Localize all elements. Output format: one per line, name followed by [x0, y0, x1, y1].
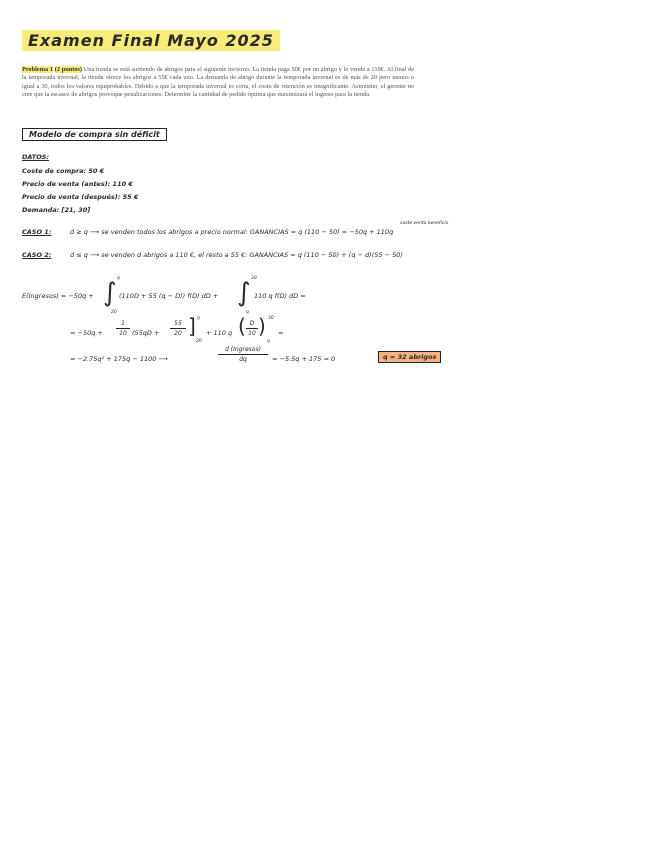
eq3-part-a: = −2.75q² + 175q − 1100 ⟶ [70, 355, 168, 363]
answer-box: q = 32 abrigos [378, 351, 441, 363]
eq2-part-b: (55qD + [132, 329, 160, 337]
precio-despues-line: Precio de venta (después): 55 € [22, 193, 139, 201]
int2-lower: q [246, 310, 249, 315]
eq2-fraction-3-den: 10 [248, 330, 256, 337]
eq2-part-a: = −50q + [70, 329, 103, 337]
eq2-bracket-right: ] [188, 314, 196, 338]
integral-sign-2: ∫ [237, 278, 251, 308]
eq2-part-c: + 110 q [206, 329, 233, 337]
eq1-integrand-1: (110D + 55 (q − D)) f(D) dD + [119, 292, 219, 300]
eq2-paren-left: ( [238, 314, 246, 338]
caso1-annotation: coste venta beneficio [400, 221, 449, 226]
caso2-label: CASO 2: [22, 251, 52, 259]
eq2-fraction-3-num: D [249, 320, 255, 327]
caso1-text: d ≥ q ⟶ se venden todos los abrigos a precio normal: GANANCIAS = q (110 − 50) = −50q + 110q [70, 228, 394, 236]
eq3-part-b: = −5.5q + 175 = 0 [272, 355, 336, 363]
coste-line: Coste de compra: 50 € [22, 167, 105, 175]
eq3-derivative-den: dq [239, 356, 247, 363]
integral-sign-1: ∫ [103, 278, 117, 308]
eq2-paren-upper: 30 [268, 316, 274, 321]
page-title: Examen Final Mayo 2025 [22, 30, 280, 51]
eq2-bracket-upper: q [197, 316, 200, 321]
eq1-integrand-2: 110 q f(D) dD = [254, 292, 306, 300]
eq2-fraction-1-num: 1 [121, 320, 125, 327]
caso1-label: CASO 1: [22, 228, 52, 236]
problem-label: Problema 1 [22, 66, 53, 73]
eq2-fraction-2-num: 55 [174, 320, 182, 327]
eq2-fraction-3 [246, 320, 258, 337]
eq3-derivative-fraction [218, 346, 268, 363]
eq2-fraction-1 [116, 320, 130, 337]
eq1-lhs: E(Ingresos) = −50q + [22, 292, 94, 300]
caso2-text: d ≤ q ⟶ se venden d abrigos a 110 €, el resto a 55 €: GANANCIAS = q (110 − 50) + (q − d)(55 − 50) [70, 251, 403, 259]
eq2-equals: = [278, 329, 284, 337]
eq2-bracket-lower: 20 [196, 339, 202, 344]
eq2-fraction-2-den: 20 [174, 330, 182, 337]
eq2-paren-right: ) [258, 314, 266, 338]
eq2-fraction-1-den: 10 [119, 330, 127, 337]
int2-upper: 30 [251, 276, 257, 281]
datos-label: DATOS: [22, 153, 50, 161]
problem-text: Una tienda se está surtiendo de abrigos para el siguiente invierno. La tienda paga 50€ por un abrigo y lo vende a 110€. Al final de la temporada invernal, la tienda ofrece los abrigos a 55€ cada uno. La demanda de abrigo durante la temporada invernal es de más de 20 pero menos o igual a 30, todos los valores equiprobables. Debido a que la temporada invernal es corta, el costo de retención es insignificante. Asimismo, el gerente no cree que la escasez de abrigos provoque penalizaciones. Determine la cantidad de pedido óptima que maximizará el ingreso para la tienda. [22, 66, 414, 99]
int1-lower: 20 [111, 310, 117, 315]
eq2-fraction-2 [170, 320, 186, 337]
problem-statement [22, 66, 414, 100]
model-title: Modelo de compra sin déficit [22, 128, 167, 141]
eq3-derivative-num: d (Ingresos) [225, 346, 261, 353]
demanda-line: Demanda: [21, 30] [22, 206, 91, 214]
precio-antes-line: Precio de venta (antes): 110 € [22, 180, 133, 188]
problem-points: (2 puntos) [54, 66, 83, 73]
int1-upper: q [117, 276, 120, 281]
eq2-paren-lower: q [267, 339, 270, 344]
